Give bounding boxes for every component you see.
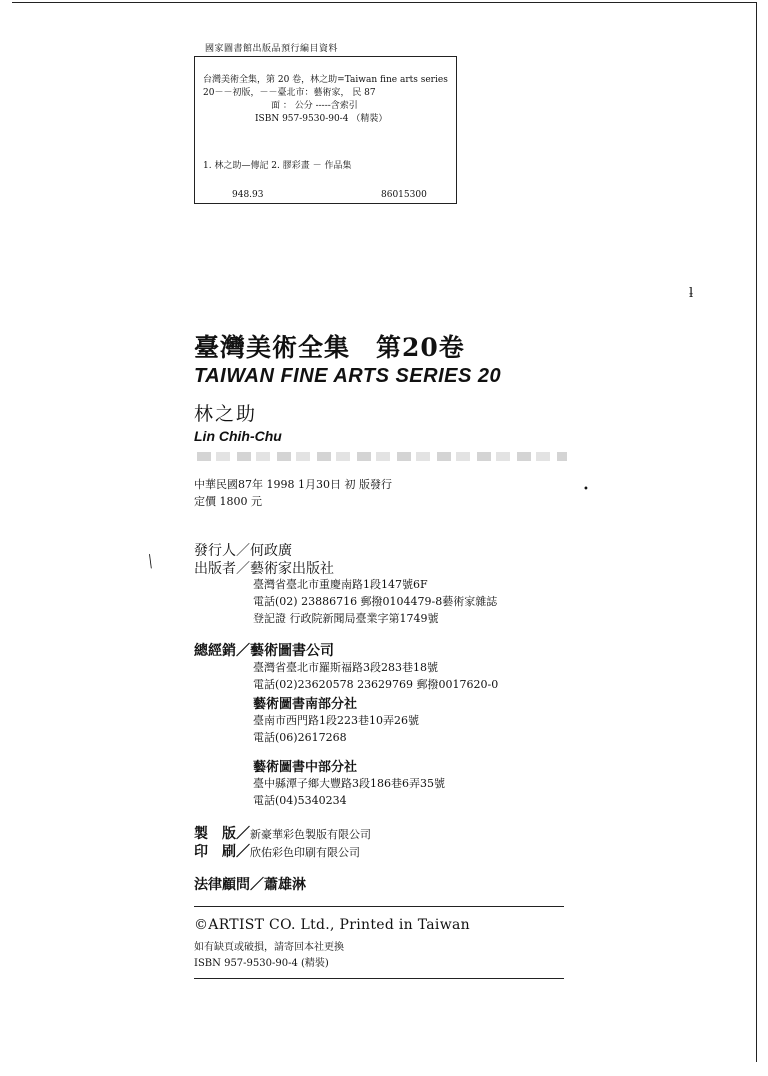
- printing-label: 印 刷／: [194, 844, 250, 860]
- cip-isbn-line: ISBN 957-9530-90-4 （精裝）: [255, 114, 388, 124]
- plate-making-label: 製 版／: [194, 826, 250, 842]
- cip-class-number: 948.93: [232, 190, 264, 200]
- price: 定價 1800 元: [194, 495, 262, 508]
- publication-date: 中華民國87年 1998 1月30日 初 版發行: [194, 478, 392, 491]
- publisher-phone: 電話(02) 23886716 郵撥0104479-8藝術家雜誌: [253, 595, 498, 608]
- printing-company: 欣佑彩色印刷有限公司: [250, 846, 360, 859]
- distributor-address: 臺灣省臺北市羅斯福路3段283巷18號: [253, 661, 438, 674]
- cip-record-box: [194, 56, 457, 204]
- distributor-phone: 電話(02)23620578 23629769 郵撥0017620-0: [253, 678, 499, 691]
- book-title-chinese: 臺灣美術全集 第20卷: [194, 333, 465, 362]
- faded-scan-band: [197, 452, 567, 461]
- central-branch-phone: 電話(04)5340234: [253, 794, 347, 807]
- plate-making-line: [194, 823, 371, 843]
- printing-line: [194, 841, 360, 861]
- publisher-registration: 登記證 行政院新聞局臺業字第1749號: [253, 612, 439, 625]
- footer-rule-top: [194, 906, 564, 907]
- cip-physical-line: 面 ： 公分 -----含索引: [271, 101, 358, 111]
- distributor-line: 總經銷／藝術圖書公司: [194, 643, 334, 659]
- copyright-notice: ©ARTIST CO. Ltd., Printed in Taiwan: [194, 917, 470, 933]
- cip-title-line: 台灣美術全集，第 20 卷，林之助=Taiwan fine arts series: [203, 75, 448, 85]
- stray-dagger-mark: ƚ: [689, 286, 694, 301]
- plate-making-company: 新豪華彩色製版有限公司: [250, 828, 371, 841]
- page-edge-right: [756, 2, 757, 1062]
- book-title-english: TAIWAN FINE ARTS SERIES 20: [194, 365, 502, 387]
- artist-name-chinese: 林之助: [194, 403, 258, 425]
- page-edge-top: [12, 2, 756, 3]
- issuer-line: 發行人／何政廣: [194, 543, 292, 559]
- artist-name-english: Lin Chih-Chu: [194, 428, 282, 444]
- central-branch-address: 臺中縣潭子鄉大豐路3段186巷6弄35號: [253, 777, 445, 790]
- footer-rule-bottom: [194, 978, 564, 979]
- publisher-line: 出版者／藝術家出版社: [194, 561, 334, 577]
- south-branch-address: 臺南市西門路1段223巷10弄26號: [253, 714, 419, 727]
- footer-isbn: ISBN 957-9530-90-4 (精裝): [194, 958, 329, 969]
- stray-dot-mark: •: [583, 484, 589, 495]
- cip-subjects: 1. 林之助—傳記 2. 膠彩畫 － 作品集: [203, 161, 352, 171]
- south-branch-phone: 電話(06)2617268: [253, 731, 347, 744]
- return-policy-note: 如有缺頁或破損，請寄回本社更換: [194, 942, 344, 953]
- stray-scratch-mark: ╲: [144, 554, 156, 569]
- legal-advisor-line: 法律顧問／蕭雄淋: [194, 877, 306, 893]
- cip-edition-line: 20－－初版，－－臺北市：藝術家， 民 87: [203, 88, 376, 98]
- cip-record-number: 86015300: [381, 190, 427, 200]
- cip-header: 國家圖書館出版品預行編目資料: [205, 44, 339, 54]
- south-branch-title: 藝術圖書南部分社: [253, 697, 358, 712]
- publisher-address: 臺灣省臺北市重慶南路1段147號6F: [253, 578, 428, 591]
- central-branch-title: 藝術圖書中部分社: [253, 760, 358, 775]
